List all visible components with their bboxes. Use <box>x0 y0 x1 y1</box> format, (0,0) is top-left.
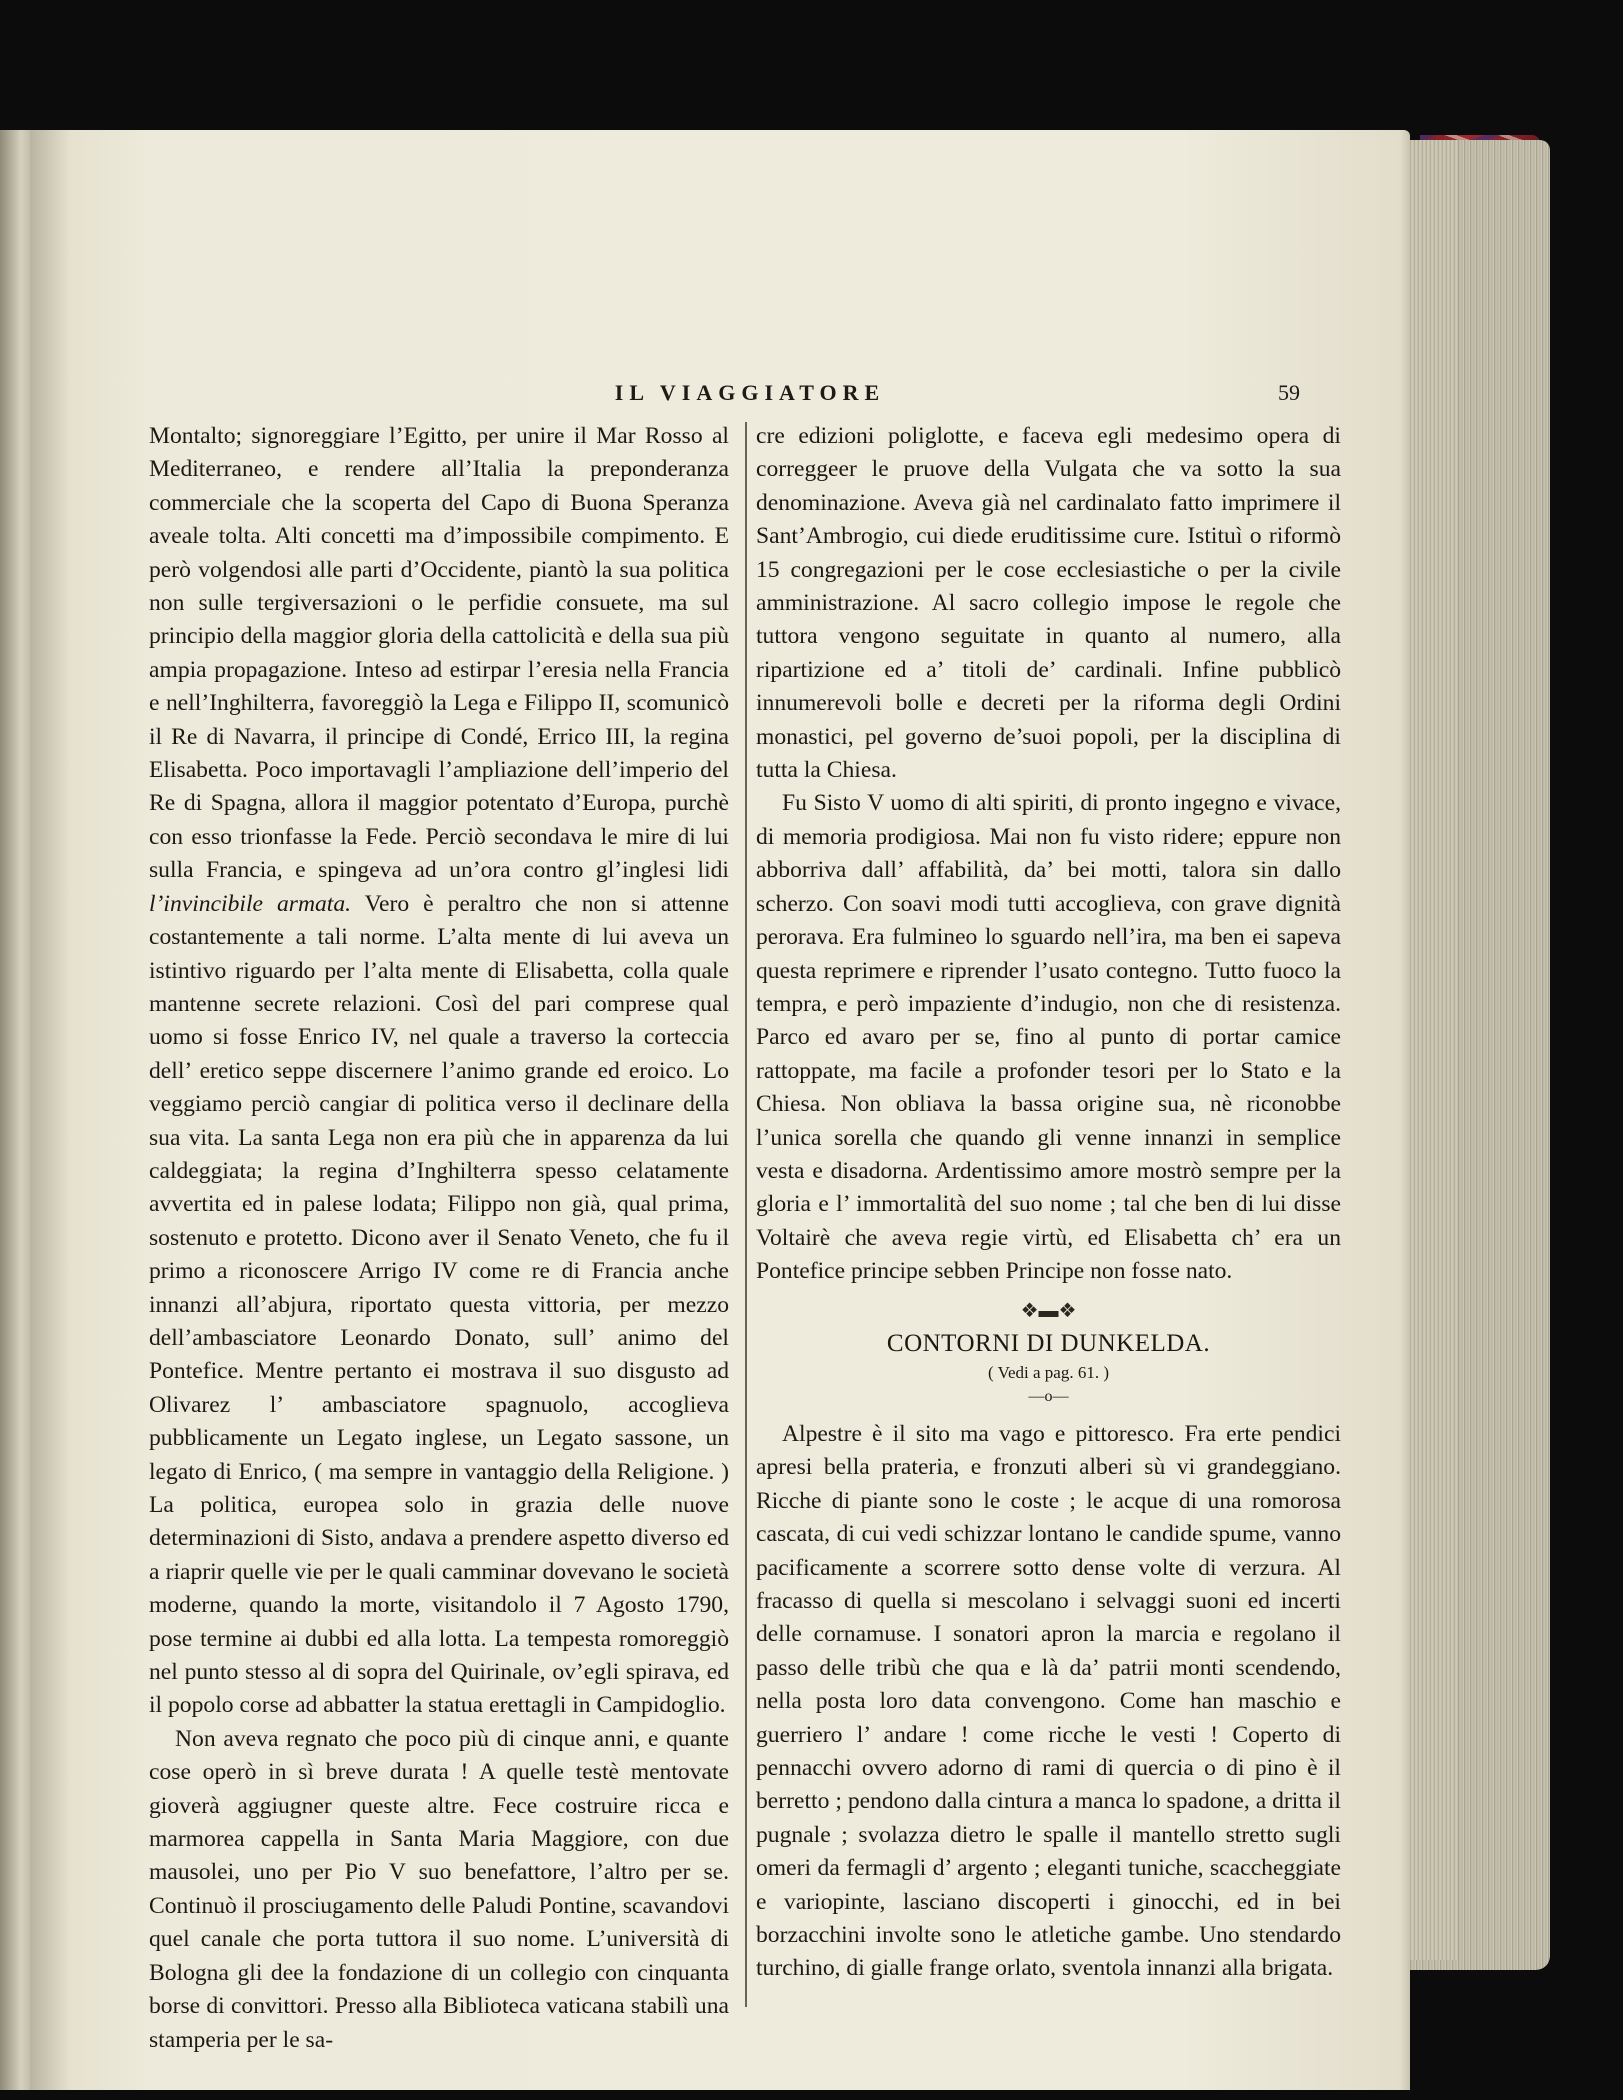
column-rule <box>745 422 747 2007</box>
book-page <box>30 130 1410 2090</box>
italic-run: l’invincibile armata. <box>149 890 352 917</box>
ornament-divider: ❖▬❖ <box>1020 1299 1077 1322</box>
left-column <box>149 420 729 2057</box>
left-paragraph-1 <box>149 420 729 1723</box>
section-title: CONTORNI DI DUNKELDA. <box>886 1329 1211 1357</box>
right-paragraph-1: cre edizioni poliglotte, e faceva egli medesimo opera di correggeer le pruove della Vulgata che va sotto la sua denominazione. Aveva già nel cardinalato fatto imprimere il Sant’Ambrogio, cui diede eruditissime cure. Istituì o riformò 15 congregazioni per le cose ecclesiastiche o per la civile amministrazione. Al sacro collegio impose le regole che tuttora vengono seguitate in quanto al numero, alla ripartizione ed a’ titoli de’ cardinali. Infine pubblicò innumerevoli bolle e decreti per la riforma degli Ordini monastici, pel governo de’suoi popoli, per la disciplina di tutta la Chiesa. <box>756 423 1341 784</box>
right-column <box>756 420 1341 1986</box>
text-run: Vero è peraltro che non si attenne costantemente a tali norme. L’alta mente di lui aveva un istintivo riguardo per l’alta mente di Elisabetta, colla quale mantenne secrete relazioni. Così del pari comprese qual uomo si fosse Enrico IV, nel quale a traverso la corteccia dell’ eretico seppe discernere l’animo grande ed eroico. Lo veggiamo perciò cangiar di politica verso il declinare della sua vita. La santa Lega non era più che in apparenza da lui caldeggiata; la regina d’Inghilterra spesso celatamente avvertita ed in palese lodata; Filippo non già, qual prima, sostenuto e protetto. Dicono aver il Senato Veneto, che fu il primo a riconoscere Arrigo IV come re di Francia anche innanzi all’abjura, riportato questa vittoria, per mezzo dell’ambasciatore Leonardo Donato, sull’ animo del Pontefice. Mentre pertanto ei mostrava il suo disgusto ad Olivarez l’ ambasciatore spagnuolo, accoglieva pubblicamente un Legato inglese, un Legato sassone, un legato di Enrico, ( ma sempre in vantaggio della Religione. ) La politica, europea solo in grazia delle nuove determinazioni di Sisto, andava a prendere aspetto diverso ed a riaprir quelle vie per le quali camminar dovevano le società moderne, quando la morte, visitandolo il 7 Agosto 1790, pose termine ai dubbi ed alla lotta. La tempesta romoreggiò nel punto stesso al di sopra del Quirinale, ov’egli spirava, ed il popolo corse ad abbatter la statua erettagli in Campidoglio. <box>149 890 729 1719</box>
page-header <box>30 380 1410 420</box>
page-number: 59 <box>1278 380 1300 405</box>
text-run: Montalto; signoreggiare l’Egitto, per unire il Mar Rosso al Mediterraneo, e rendere all’Italia la preponderanza commerciale che la scoperta del Capo di Buona Speranza aveale tolta. Alti concetti ma d’impossibile compimento. E però volgendosi alle parti d’Occidente, piantò la sua politica non sulle tergiversazioni o le perfidie consuete, ma sul principio della maggior gloria della cattolicità e della sua più ampia propagazione. Inteso ad estirpar l’eresia nella Francia e nell’Inghilterra, favoreggiò la Lega e Filippo II, scomunicò il Re di Navarra, il principe di Condé, Errico III, la regina Elisabetta. Poco importavagli l’ampliazione dell’imperio del Re di Spagna, allora il maggior potentato d’Europa, purchè con esso trionfasse la Fede. Perciò secondava le mire di lui sulla Francia, e spingeva ad un’ora contro gl’inglesi lidi <box>149 423 729 884</box>
right-paragraph-2: Fu Sisto V uomo di alti spiriti, di pronto ingegno e vivace, di memoria prodigiosa. Mai non fu visto ridere; eppure non abborriva dall’ affabilità, da’ bei motti, talora sin dallo scherzo. Con soavi modi tutti accoglieva, con grave dignità perorava. Era fulmineo lo sguardo nell’ira, ma ben ei sapeva questa reprimere e riprender l’usato contegno. Tutto fuoco la tempra, e però impaziente d’indugio, non che di resistenza. Parco ed avaro per se, fino al punto di portar camice rattoppate, ma facile a profonder tesori per lo Stato e la Chiesa. Non obliava la bassa origine sua, nè riconobbe l’unica sorella che quando gli venne innanzi in semplice vesta e disadorna. Ardentissimo amore mostrò sempre per la gloria e l’ immortalità del suo nome ; tal che ben di lui disse Voltairè che aveva regie virtù, ed Elisabetta ch’ era un Pontefice principe sebben Principe non fosse nato. <box>756 790 1341 1285</box>
running-title: IL VIAGGIATORE <box>614 380 886 405</box>
left-page-edge <box>0 130 30 2090</box>
section-dash: —o— <box>1028 1387 1069 1405</box>
right-paragraph-3: Alpestre è il sito ma vago e pittoresco. Fra erte pendici apresi bella prateria, e fronzuti alberi sù vi grandeggiano. Ricche di piante sono le coste ; le acque di una romorosa cascata, di cui vedi schizzar lontano le candide spume, vanno pacificamente a scorrere sotto dense volte di verzura. Al fracasso di quella si mescolano i selvaggi suoni ed incerti delle cornamuse. I sonatori apron la marcia e regolano il passo delle tribù che qua e là da’ patrii monti scendendo, nella posta loro data convengono. Come han maschio e guerriero l’ andare ! come ricche le vesti ! Coperto di pennacchi ovvero adorno di rami di quercia o di pino è il berretto ; pendono dalla cintura a manca lo spadone, a dritta il pugnale ; svolazza dietro le spalle il mantello stretto sugli omeri da fermagli d’ argento ; eleganti tuniche, scaccheggiate e variopinte, lasciano discoperti i ginocchi, ed in bei borzacchini involte sono le atletiche gambe. Uno stendardo turchino, di gialle frange orlato, sventola innanzi alla brigata. <box>756 1420 1341 1982</box>
left-paragraph-2: Non aveva regnato che poco più di cinque anni, e quante cose operò in sì breve durata ! A quelle testè mentovate gioverà aggiugner queste altre. Fece costruire ricca e marmorea cappella in Santa Maria Maggiore, con due mausolei, uno per Pio V suo benefattore, l’altro per se. Continuò il prosciugamento delle Paludi Pontine, scavandovi quel canale che porta tuttora il suo nome. L’università di Bologna gli dee la fondazione di un collegio con cinquanta borse di convittori. Presso alla Biblioteca vaticana stabilì una stamperia per le sa- <box>149 1725 729 2053</box>
section-reference: ( Vedi a pag. 61. ) <box>987 1362 1110 1382</box>
page-block-front <box>1410 140 1458 1960</box>
